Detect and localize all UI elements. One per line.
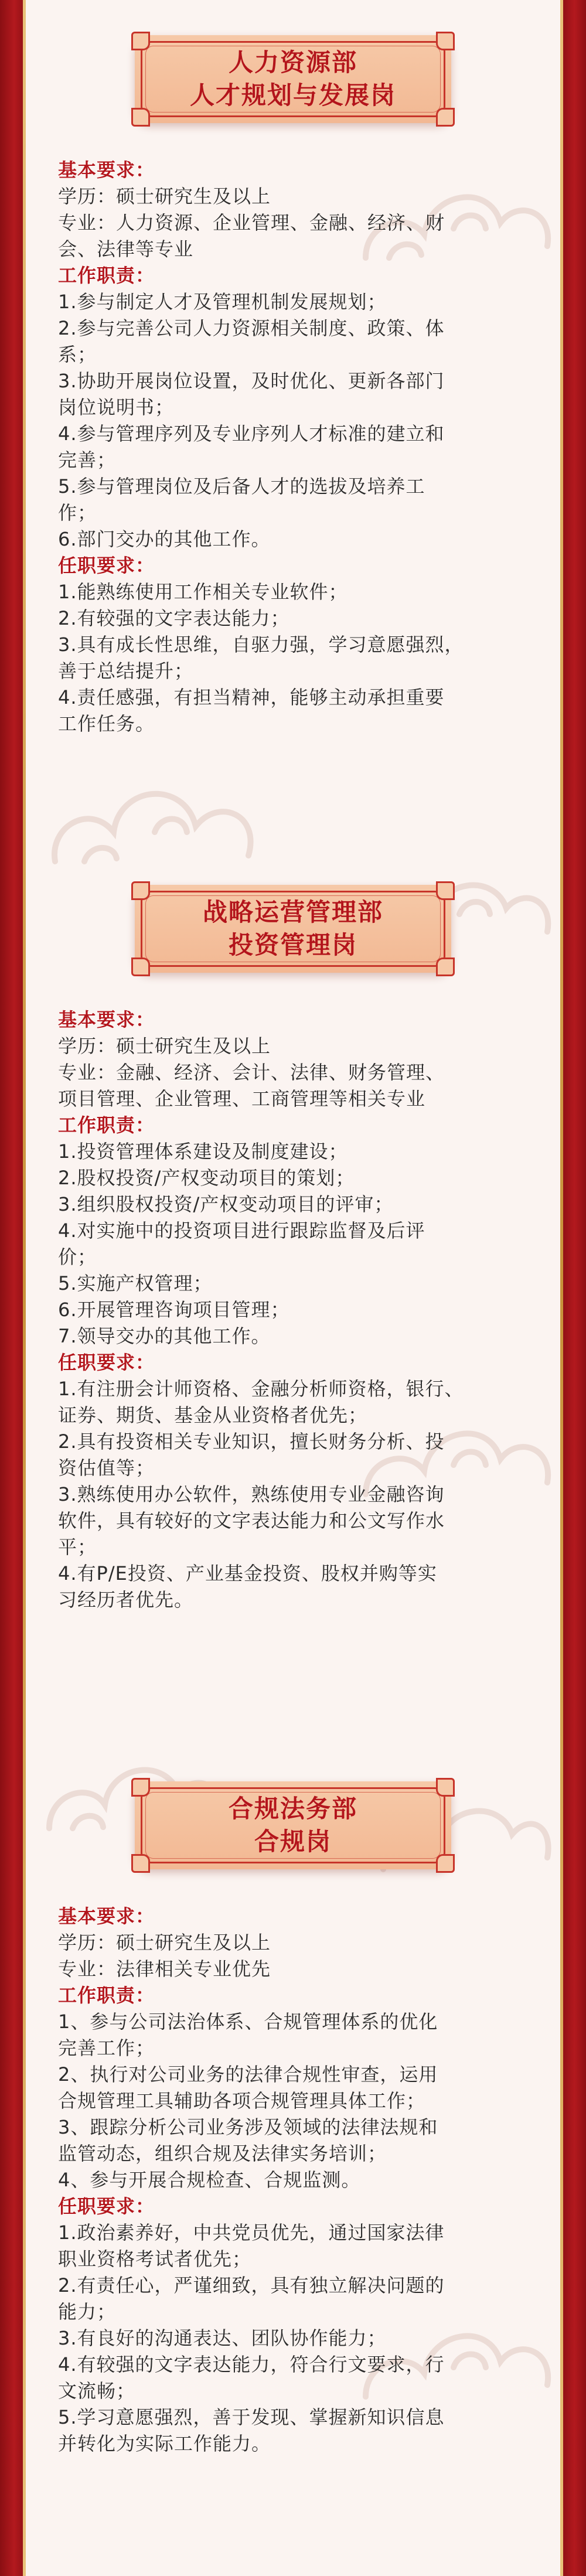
content-line: 文流畅； bbox=[58, 2380, 136, 2402]
content-line: 价； bbox=[58, 1246, 97, 1268]
content-line: 监管动态，组织合规及法律实务培训； bbox=[58, 2142, 387, 2165]
poster-paper bbox=[26, 0, 560, 2576]
content-line: 2、执行对公司业务的法律合规性审查，运用 bbox=[58, 2063, 438, 2086]
content-line: 平； bbox=[58, 1536, 97, 1558]
requirements-heading: 任职要求： bbox=[58, 1351, 155, 1374]
content-line: 4、参与开展合规检查、合规监测。 bbox=[58, 2169, 361, 2191]
content-line: 完善工作； bbox=[58, 2037, 155, 2059]
content-line: 能力； bbox=[58, 2301, 117, 2323]
content-line: 3.具有成长性思维，自驱力强，学习意愿强烈， bbox=[58, 633, 464, 656]
duties-heading: 工作职责： bbox=[58, 264, 155, 287]
section-banner-compliance bbox=[135, 1781, 451, 1869]
content-line: 1.能熟练使用工作相关专业软件； bbox=[58, 581, 348, 603]
content-line: 软件，具有较好的文字表达能力和公文写作水 bbox=[58, 1510, 445, 1532]
department-name: 合规法务部 bbox=[228, 1794, 357, 1823]
content-line: 1.政治素养好，中共党员优先，通过国家法律 bbox=[58, 2221, 445, 2244]
content-line: 4.有较强的文字表达能力，符合行文要求，行 bbox=[58, 2353, 445, 2376]
content-line: 3.组织股权投资/产权变动项目的评审； bbox=[58, 1193, 394, 1215]
content-line: 并转化为实际工作能力。 bbox=[58, 2432, 271, 2455]
content-line: 2.股权投资/产权变动项目的策划； bbox=[58, 1167, 355, 1189]
banner-title bbox=[135, 35, 451, 123]
content-line: 系； bbox=[58, 343, 97, 366]
position-name: 人才规划与发展岗 bbox=[189, 81, 396, 110]
department-name: 人力资源部 bbox=[228, 48, 357, 77]
content-line: 善于总结提升； bbox=[58, 660, 194, 682]
cloud-decoration bbox=[43, 738, 266, 879]
content-line: 2.有责任心，严谨细致，具有独立解决问题的 bbox=[58, 2274, 445, 2296]
content-line: 4.参与管理序列及专业序列人才标准的建立和 bbox=[58, 422, 445, 445]
content-line: 岗位说明书； bbox=[58, 396, 175, 418]
content-line: 学历：硕士研究生及以上 bbox=[58, 185, 271, 207]
requirements-heading: 任职要求： bbox=[58, 554, 155, 577]
section-banner-strategy bbox=[135, 885, 451, 973]
content-line: 1.参与制定人才及管理机制发展规划； bbox=[58, 291, 387, 313]
banner-title bbox=[135, 1781, 451, 1869]
content-line: 1、参与公司法治体系、合规管理体系的优化 bbox=[58, 2011, 438, 2033]
basic-requirements-heading: 基本要求： bbox=[58, 1008, 155, 1031]
right-frame-border bbox=[560, 0, 586, 2576]
content-line: 5.参与管理岗位及后备人才的选拔及培养工 bbox=[58, 475, 425, 498]
content-line: 学历：硕士研究生及以上 bbox=[58, 1931, 271, 1954]
content-line: 6.开展管理咨询项目管理； bbox=[58, 1299, 290, 1321]
content-line: 完善； bbox=[58, 449, 117, 471]
left-frame-border bbox=[0, 0, 26, 2576]
content-line: 学历：硕士研究生及以上 bbox=[58, 1035, 271, 1057]
content-line: 5.实施产权管理； bbox=[58, 1272, 213, 1294]
basic-requirements-heading: 基本要求： bbox=[58, 159, 155, 181]
content-line: 7.领导交办的其他工作。 bbox=[58, 1325, 271, 1347]
basic-requirements-heading: 基本要求： bbox=[58, 1905, 155, 1927]
content-line: 1.有注册会计师资格、金融分析师资格，银行、 bbox=[58, 1378, 464, 1400]
content-line: 专业：金融、经济、会计、法律、财务管理、 bbox=[58, 1061, 445, 1083]
content-line: 3、跟踪分析公司业务涉及领域的法律法规和 bbox=[58, 2116, 438, 2138]
department-name: 战略运营管理部 bbox=[202, 898, 383, 926]
requirements-heading: 任职要求： bbox=[58, 2195, 155, 2217]
content-line: 4.对实施中的投资项目进行跟踪监督及后评 bbox=[58, 1219, 425, 1242]
content-line: 专业：人力资源、企业管理、金融、经济、财 bbox=[58, 212, 445, 234]
banner-title bbox=[135, 885, 451, 973]
content-line: 3.熟练使用办公软件，熟练使用专业金融咨询 bbox=[58, 1483, 445, 1505]
content-line: 4.责任感强，有担当精神，能够主动承担重要 bbox=[58, 686, 445, 708]
section-content-compliance bbox=[58, 1903, 533, 2457]
content-line: 3.有良好的沟通表达、团队协作能力； bbox=[58, 2327, 387, 2349]
content-line: 职业资格考试者优先； bbox=[58, 2248, 252, 2270]
content-line: 1.投资管理体系建设及制度建设； bbox=[58, 1140, 348, 1163]
content-line: 5.学习意愿强烈，善于发现、掌握新知识信息 bbox=[58, 2406, 445, 2428]
section-banner-hr bbox=[135, 35, 451, 123]
duties-heading: 工作职责： bbox=[58, 1114, 155, 1136]
duties-heading: 工作职责： bbox=[58, 1984, 155, 2006]
section-content-strategy bbox=[58, 1007, 533, 1613]
content-line: 会、法律等专业 bbox=[58, 238, 194, 260]
content-line: 习经历者优先。 bbox=[58, 1589, 194, 1611]
content-line: 合规管理工具辅助各项合规管理具体工作； bbox=[58, 2090, 426, 2112]
content-line: 证券、期货、基金从业资格者优先； bbox=[58, 1404, 368, 1426]
content-line: 3.协助开展岗位设置，及时优化、更新各部门 bbox=[58, 370, 445, 392]
content-line: 2.有较强的文字表达能力； bbox=[58, 607, 290, 629]
position-name: 合规岗 bbox=[254, 1827, 332, 1856]
section-content-hr bbox=[58, 157, 533, 737]
content-line: 2.参与完善公司人力资源相关制度、政策、体 bbox=[58, 317, 445, 339]
content-line: 项目管理、企业管理、工商管理等相关专业 bbox=[58, 1088, 426, 1110]
content-line: 2.具有投资相关专业知识，擅长财务分析、投 bbox=[58, 1430, 445, 1453]
content-line: 作； bbox=[58, 502, 97, 524]
content-line: 6.部门交办的其他工作。 bbox=[58, 528, 271, 550]
position-name: 投资管理岗 bbox=[228, 931, 357, 959]
content-line: 资估值等； bbox=[58, 1457, 155, 1479]
content-line: 工作任务。 bbox=[58, 713, 155, 735]
content-line: 专业：法律相关专业优先 bbox=[58, 1958, 271, 1980]
content-line: 4.有P/E投资、产业基金投资、股权并购等实 bbox=[58, 1562, 437, 1585]
